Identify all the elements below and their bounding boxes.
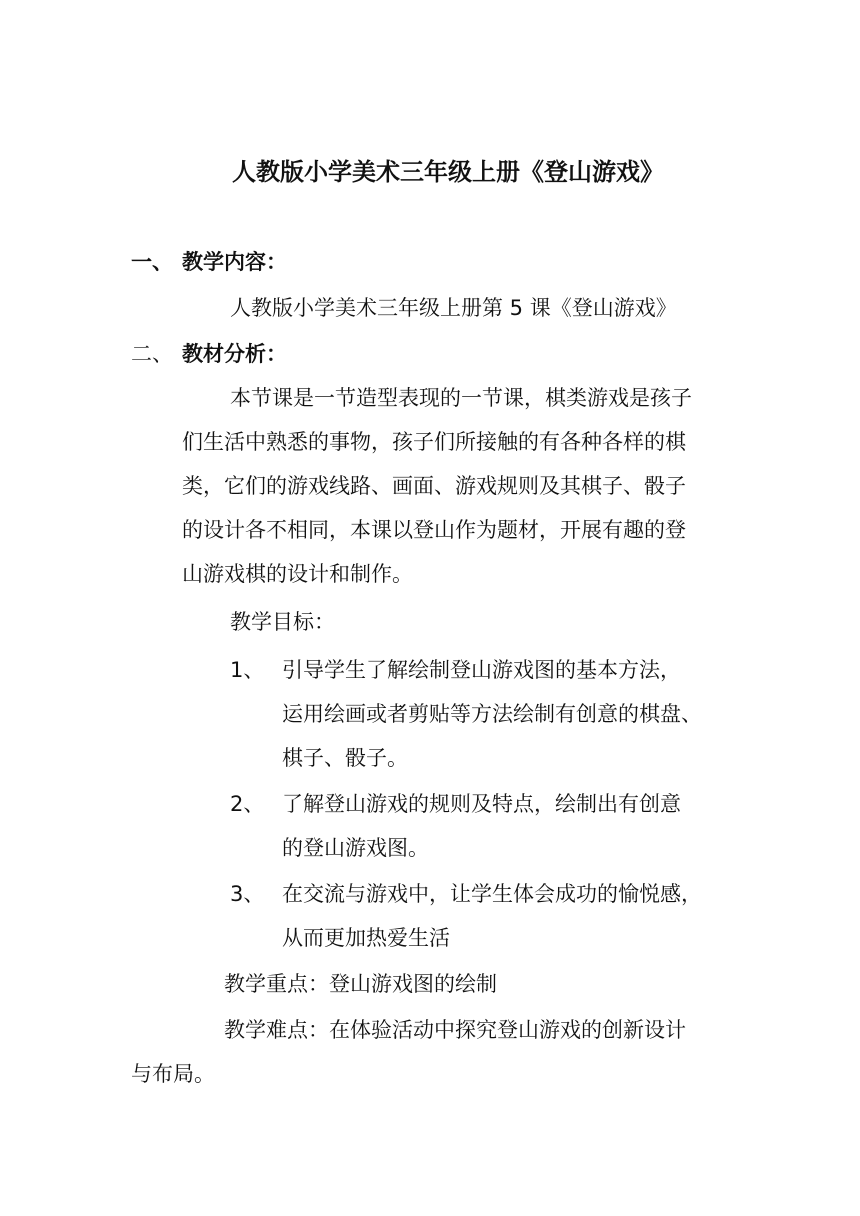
goal-number: 1、 xyxy=(230,658,265,682)
goal-line: 引导学生了解绘制登山游戏图的基本方法， xyxy=(282,658,681,682)
section-1-content: 人教版小学美术三年级上册第 5 课《登山游戏》 xyxy=(230,296,677,320)
goal-line: 了解登山游戏的规则及特点，绘制出有创意 xyxy=(282,792,681,816)
goal-line: 棋子、骰子。 xyxy=(282,746,408,770)
key-point: 教学重点：登山游戏图的绘制 xyxy=(224,972,497,996)
goal-line: 从而更加热爱生活 xyxy=(282,926,450,950)
analysis-line: 本节课是一节造型表现的一节课，棋类游戏是孩子 xyxy=(230,386,692,410)
analysis-line: 们生活中熟悉的事物，孩子们所接触的有各种各样的棋 xyxy=(182,430,686,454)
goal-line: 运用绘画或者剪贴等方法绘制有创意的棋盘、 xyxy=(282,702,702,726)
section-1-heading: 教学内容： xyxy=(182,250,287,274)
analysis-line: 山游戏棋的设计和制作。 xyxy=(182,562,413,586)
section-2-heading: 教材分析： xyxy=(182,342,287,366)
difficulty-line: 与布局。 xyxy=(131,1062,215,1086)
goals-label: 教学目标： xyxy=(230,610,335,634)
analysis-line: 的设计各不相同，本课以登山作为题材，开展有趣的登 xyxy=(182,518,686,542)
difficulty-line: 教学难点：在体验活动中探究登山游戏的创新设计 xyxy=(224,1018,686,1042)
goal-line: 的登山游戏图。 xyxy=(282,836,429,860)
analysis-line: 类，它们的游戏线路、画面、游戏规则及其棋子、骰子 xyxy=(182,474,686,498)
page-title: 人教版小学美术三年级上册《登山游戏》 xyxy=(232,158,664,186)
goal-number: 3、 xyxy=(230,882,265,906)
section-2-number: 二、 xyxy=(131,342,173,366)
goal-number: 2、 xyxy=(230,792,265,816)
goal-line: 在交流与游戏中，让学生体会成功的愉悦感， xyxy=(282,882,702,906)
section-1-number: 一、 xyxy=(131,250,173,274)
